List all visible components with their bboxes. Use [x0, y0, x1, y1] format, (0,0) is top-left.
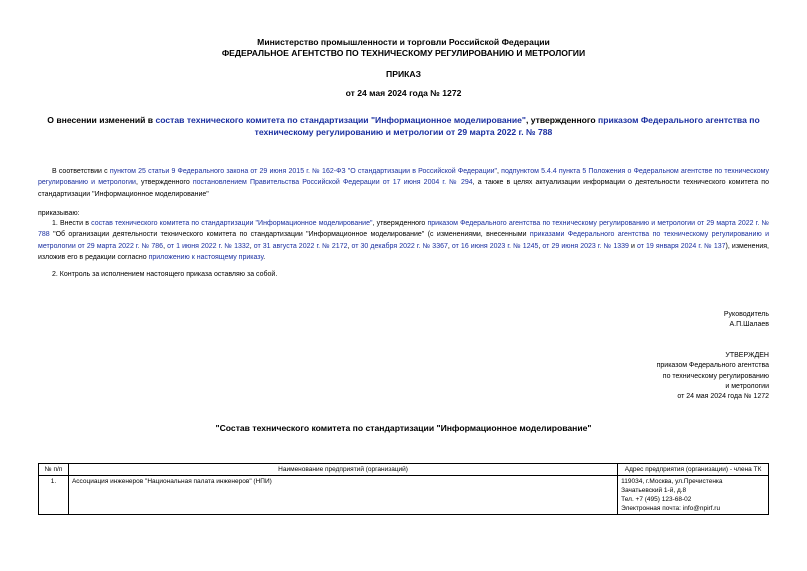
link-regulation-clause[interactable]: подпунктом 5.4.4 пункта 5 Положения о Федеральном агентстве по техническому регулированию и метрологии [38, 168, 769, 187]
title-link-order[interactable]: приказом Федерального агентства по техническому регулированию и метрологии от 29 марта 2022 г. № 788 [254, 115, 760, 137]
members-table [38, 463, 769, 515]
signature-name: А.П.Шалаев [729, 321, 769, 329]
link-federal-law[interactable]: пунктом 25 статьи 9 Федерального закона от 29 июня 2015 г. № 162-ФЗ "О стандартизации в Российской Федерации" [109, 168, 498, 175]
link-order-1339[interactable]: от 29 июня 2023 г. № 1339 [542, 242, 629, 250]
link-order-788[interactable]: приказом Федерального агентства по техническому регулированию и метрологии от 29 марта 2022 г. № 788 [38, 220, 770, 239]
table-row [39, 476, 769, 515]
order-title: О внесении изменений в состав технического комитета по стандартизации "Информационное моделирование", утвержденного приказом Федерального агентства по техническому регулированию и метрологии от 29 марта 2022 г. № 788 [47, 115, 760, 137]
cell-address: 119034, г.Москва, ул.Пречистенка Зачатьевский 1-й, д.8 Тел. +7 (495) 123-68-02 Электронная почта: info@npirf.ru [618, 476, 769, 515]
header-num: № п/п [39, 464, 69, 476]
link-order-1245[interactable]: от 16 июня 2023 г. № 1245 [451, 242, 539, 250]
agency-name: ФЕДЕРАЛЬНОЕ АГЕНТСТВО ПО ТЕХНИЧЕСКОМУ РЕГУЛИРОВАНИЮ И МЕТРОЛОГИИ [221, 48, 586, 58]
doc-type: ПРИКАЗ [386, 69, 421, 79]
item-2-paragraph: 2. Контроль за исполнением настоящего приказа оставляю за собой. [52, 271, 278, 278]
link-government-decree[interactable]: постановлением Правительства Российской Федерации от 17 июня 2004 г. № 294 [192, 179, 473, 187]
doc-date: от 24 мая 2024 года № 1272 [345, 88, 462, 98]
link-committee-composition[interactable]: состав технического комитета по стандартизации "Информационное моделирование" [91, 220, 373, 227]
link-order-2172[interactable]: от 31 августа 2022 г. № 2172 [253, 242, 348, 250]
item-1-paragraph: 1. Внести в состав технического комитета по стандартизации "Информационное моделирование", утвержденного приказом Федерального агентства по техническому регулированию и метрологии от 29 марта 2022 г. № 788 "Об организации деятельности технического комитета по стандартизации "Информационное моделирование" (с изменениями, внесенными приказами Федерального агентства по техническому регулированию и метрологии от 29 марта 2022 г. № 786, от 1 июня 2022 г. № 1332, от 31 августа 2022 г. № 2172, от 30 декабря 2022 г. № 3367, от 16 июня 2023 г. № 1245, от 29 июня 2023 г. № 1339 и от 19 января 2024 г. № 137), изменения, изложив его в редакции согласно приложению к настоящему приказу. [38, 220, 770, 261]
link-order-3367[interactable]: от 30 декабря 2022 г. № 3367 [351, 242, 448, 250]
ministry-name: Министерство промышленности и торговли Российской Федерации [257, 37, 550, 47]
header-address: Адрес предприятия (организации) - члена ТК [618, 464, 769, 476]
signature-position: Руководитель [723, 311, 769, 318]
link-annex[interactable]: приложению к настоящему приказу [148, 253, 264, 261]
header-name: Наименование предприятий (организаций) [68, 464, 617, 476]
approval-block [657, 351, 769, 402]
order-word: приказываю: [38, 210, 80, 217]
approval-line: от 24 мая 2024 года № 1272 [677, 393, 769, 401]
signature-block [724, 310, 769, 331]
link-order-786[interactable]: приказами Федерального агентства по техническому регулированию и метрологии от 29 марта 2022 г. № 786 [38, 231, 769, 250]
table-header-row [39, 464, 769, 476]
header-block [0, 37, 807, 59]
preamble-paragraph: В соответствии с пунктом 25 статьи 9 Федерального закона от 29 июня 2015 г. № 162-ФЗ "О стандартизации в Российской Федерации", подпунктом 5.4.4 пункта 5 Положения о Федеральном агентстве по техническому регулированию и метрологии, утвержденного постановлением Правительства Российской Федерации от 17 июня 2004 г. № 294, а также в целях актуализации информации о деятельности технического комитета по стандартизации "Информационное моделирование" [38, 168, 769, 198]
approval-line: по техническому регулированию [662, 372, 769, 380]
cell-num: 1. [39, 476, 69, 515]
link-order-1332[interactable]: от 1 июня 2022 г. № 1332 [167, 242, 250, 250]
approval-line: и метрологии [725, 382, 769, 390]
link-order-137[interactable]: от 19 января 2024 г. № 137 [636, 242, 726, 250]
title-link-committee[interactable]: состав технического комитета по стандартизации "Информационное моделирование" [155, 115, 526, 125]
annex-title: "Состав технического комитета по стандартизации "Информационное моделирование" [215, 423, 592, 433]
approval-line: приказом Федерального агентства [656, 362, 769, 370]
cell-name: Ассоциация инженеров "Национальная палата инженеров" (НПИ) [68, 476, 617, 515]
approval-line: УТВЕРЖДЕН [725, 352, 769, 359]
